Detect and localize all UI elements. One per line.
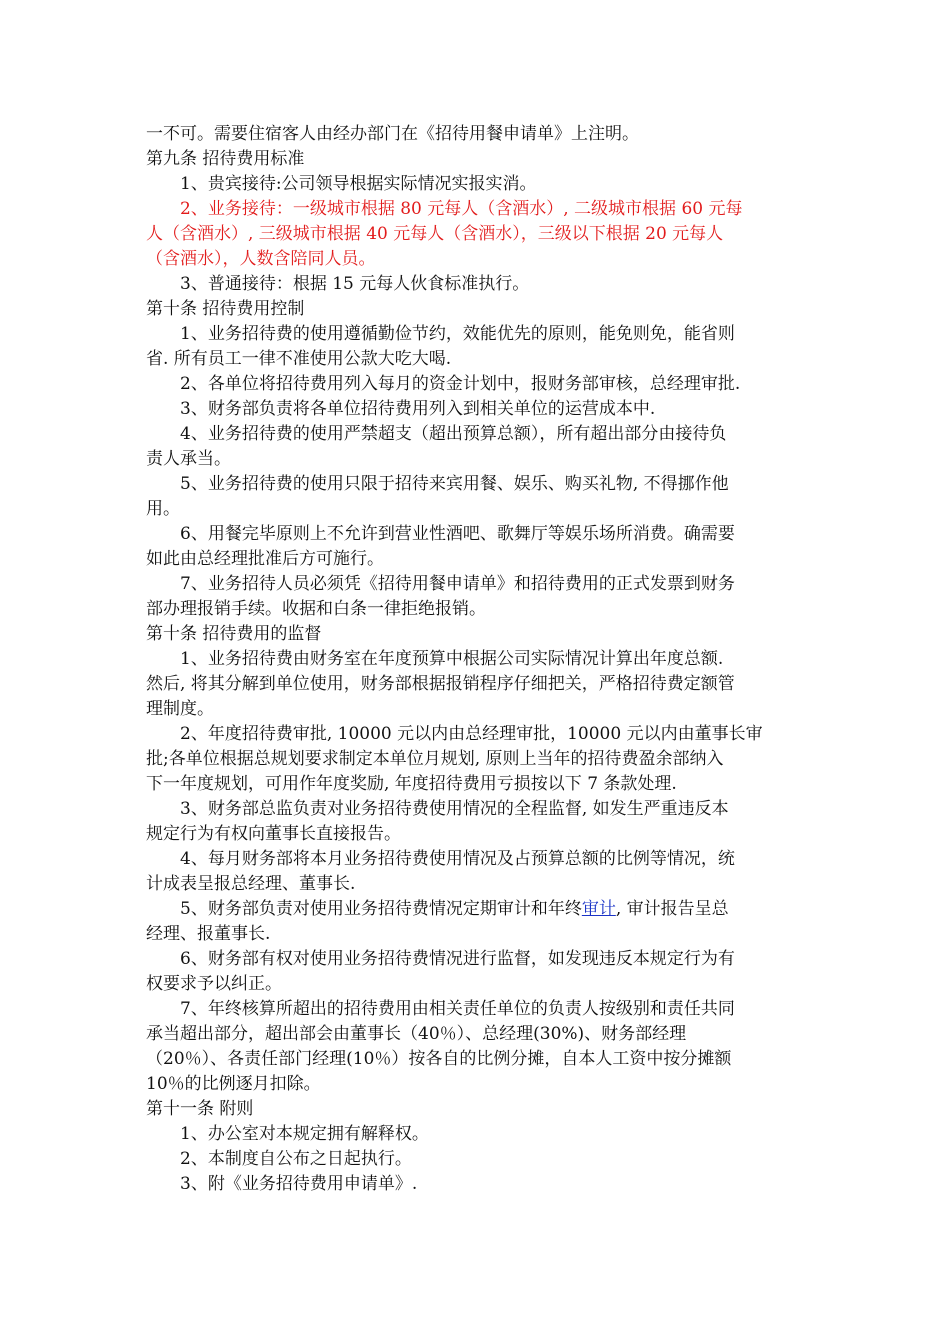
highlighted-text-line: 人（含酒水）, 三级城市根据 40 元每人（含酒水），三级以下根据 20 元每人 [146, 224, 724, 244]
text-line: 3、财务部总监负责对业务招待费使用情况的全程监督, 如发生严重违反本 [180, 799, 729, 819]
document-page [146, 122, 814, 1197]
text-line: 责人承当。 [146, 449, 231, 469]
highlighted-text-line: （含酒水），人数含陪同人员。 [146, 249, 376, 269]
section-heading-10-supervision: 第十条 招待费用的监督 [146, 624, 322, 644]
text-line: 1、办公室对本规定拥有解释权。 [180, 1124, 429, 1144]
highlighted-text-line: 2、业务接待：一级城市根据 80 元每人（含酒水）, 二级城市根据 60 元每 [180, 199, 743, 219]
text-line: 2、各单位将招待费用列入每月的资金计划中，报财务部审核，总经理审批. [180, 374, 741, 394]
text-line: 2、年度招待费审批, 10000 元以内由总经理审批，10000 元以内由董事长审 [180, 724, 763, 744]
text-line: 3、普通接待：根据 15 元每人伙食标准执行。 [180, 274, 530, 294]
text-line: 3、附《业务招待费用申请单》. [180, 1174, 418, 1194]
section-heading-10: 第十条 招待费用控制 [146, 299, 305, 319]
text-line: 6、用餐完毕原则上不允许到营业性酒吧、歌舞厅等娱乐场所消费。确需要 [180, 524, 735, 544]
text-line: 1、贵宾接待:公司领导根据实际情况实报实消。 [180, 174, 537, 194]
text-line: 7、年终核算所超出的招待费用由相关责任单位的负责人按级别和责任共同 [180, 999, 735, 1019]
text-segment: 5、财务部负责对使用业务招待费情况定期审计和年终 [180, 899, 582, 919]
text-line: 4、每月财务部将本月业务招待费使用情况及占预算总额的比例等情况，统 [180, 849, 735, 869]
text-line: 理制度。 [146, 699, 214, 719]
text-line: 省. 所有员工一律不准使用公款大吃大喝. [146, 349, 452, 369]
section-heading-11: 第十一条 附则 [146, 1099, 254, 1119]
text-line: 计成表呈报总经理、董事长. [146, 874, 356, 894]
text-line: 1、业务招待费的使用遵循勤俭节约，效能优先的原则，能免则免，能省则 [180, 324, 735, 344]
text-line: 用。 [146, 499, 180, 519]
text-line: 7、业务招待人员必须凭《招待用餐申请单》和招待费用的正式发票到财务 [180, 574, 735, 594]
text-line: 一不可。需要住宿客人由经办部门在《招待用餐申请单》上注明。 [146, 124, 639, 144]
text-line: 经理、报董事长. [146, 924, 271, 944]
text-line: 4、业务招待费的使用严禁超支（超出预算总额），所有超出部分由接待负 [180, 424, 727, 444]
text-line: 10％的比例逐月扣除。 [146, 1074, 321, 1094]
text-line: 3、财务部负责将各单位招待费用列入到相关单位的运营成本中. [180, 399, 656, 419]
text-line: 下一年度规划，可用作年度奖励, 年度招待费用亏损按以下 7 条款处理. [146, 774, 677, 794]
audit-link[interactable]: 审计 [581, 899, 616, 919]
text-line: （20％）、各责任部门经理(10％）按各自的比例分摊，自本人工资中按分摊额 [146, 1049, 732, 1069]
text-line: 承当超出部分，超出部会由董事长（40％）、总经理(30%)、财务部经理 [146, 1024, 687, 1044]
text-segment: , 审计报告呈总 [615, 899, 729, 919]
text-line: 5、业务招待费的使用只限于招待来宾用餐、娱乐、购买礼物, 不得挪作他 [180, 474, 729, 494]
text-line: 部办理报销手续。收据和白条一律拒绝报销。 [146, 599, 486, 619]
text-line: 权要求予以纠正。 [146, 974, 282, 994]
text-line: 2、本制度自公布之日起执行。 [180, 1149, 412, 1169]
section-heading-9: 第九条 招待费用标准 [146, 149, 305, 169]
text-line: 1、业务招待费由财务室在年度预算中根据公司实际情况计算出年度总额. [180, 649, 724, 669]
text-line: 如此由总经理批准后方可施行。 [146, 549, 384, 569]
text-line-with-link [146, 897, 814, 922]
text-line: 规定行为有权向董事长直接报告。 [146, 824, 401, 844]
text-line: 然后, 将其分解到单位使用，财务部根据报销程序仔细把关，严格招待费定额管 [146, 674, 735, 694]
text-line: 6、财务部有权对使用业务招待费情况进行监督，如发现违反本规定行为有 [180, 949, 735, 969]
text-line: 批;各单位根据总规划要求制定本单位月规划, 原则上当年的招待费盈余部纳入 [146, 749, 724, 769]
